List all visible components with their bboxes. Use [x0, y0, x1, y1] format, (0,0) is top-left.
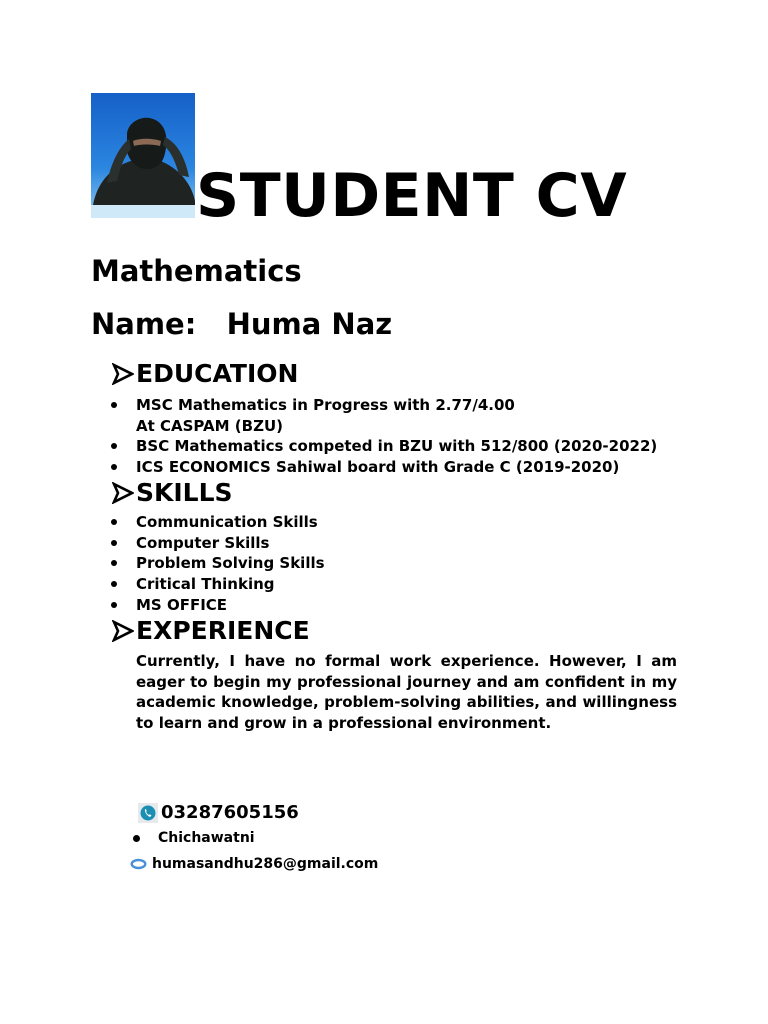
bullet-icon — [111, 581, 117, 587]
education-item-text: ICS ECONOMICS Sahiwal board with Grade C (2019-2020) — [136, 458, 620, 477]
bullet-icon — [111, 402, 117, 408]
bullet-icon — [111, 560, 117, 566]
bullet-icon — [111, 540, 117, 546]
arrowhead-icon — [112, 363, 134, 385]
education-heading — [112, 358, 298, 390]
skills-list — [136, 512, 325, 616]
bullet-icon — [111, 464, 117, 470]
skill-item-text: Communication Skills — [136, 513, 318, 531]
arrowhead-icon — [112, 482, 134, 504]
list-item — [136, 457, 657, 478]
skill-item-text: Computer Skills — [136, 533, 270, 552]
education-heading-label: EDUCATION — [136, 359, 299, 388]
list-item — [136, 533, 325, 554]
education-item-text: BSC Mathematics competed in BZU with 512/800 (2020-2022) — [136, 437, 658, 456]
list-item — [136, 595, 325, 616]
phone-icon — [138, 803, 158, 823]
phone-row — [138, 802, 299, 823]
experience-text: Currently, I have no formal work experience. However, I am eager to begin my professional journey and am confident in my academic knowledge, problem-solving abilities, and willingness to learn and grow in a professional environment. — [136, 652, 677, 733]
bullet-icon — [111, 602, 117, 608]
email-icon — [130, 858, 147, 870]
list-item — [136, 395, 657, 436]
experience-heading — [112, 615, 310, 647]
arrowhead-icon — [112, 620, 134, 642]
list-item — [136, 553, 325, 574]
location-bullet-icon — [133, 835, 140, 842]
skill-item-text: Critical Thinking — [136, 575, 275, 594]
profile-photo — [91, 93, 195, 218]
name-label: Name: — [91, 307, 197, 341]
list-item — [136, 574, 325, 595]
list-item — [136, 512, 325, 533]
location-text: Chichawatni — [158, 830, 255, 846]
cv-title: STUDENT CV — [196, 161, 628, 231]
phone-number[interactable]: 03287605156 — [161, 802, 299, 823]
education-item-text: At CASPAM (BZU) — [136, 416, 283, 435]
name-line — [91, 305, 392, 343]
skill-item-text: MS OFFICE — [136, 595, 228, 614]
experience-heading-label: EXPERIENCE — [136, 616, 310, 645]
name-value: Huma Naz — [226, 307, 393, 341]
education-item-text: MSC Mathematics in Progress with 2.77/4.00 — [136, 396, 515, 414]
subject-heading: Mathematics — [91, 254, 302, 288]
email-address[interactable]: humasandhu286@gmail.com — [152, 856, 379, 872]
email-row — [130, 856, 378, 872]
location-row — [133, 830, 255, 846]
bullet-icon — [111, 519, 117, 525]
bullet-icon — [111, 443, 117, 449]
list-item — [136, 436, 657, 457]
education-list — [136, 395, 657, 478]
skills-heading-label: SKILLS — [136, 478, 233, 507]
skills-heading — [112, 477, 233, 509]
skill-item-text: Problem Solving Skills — [136, 554, 325, 573]
